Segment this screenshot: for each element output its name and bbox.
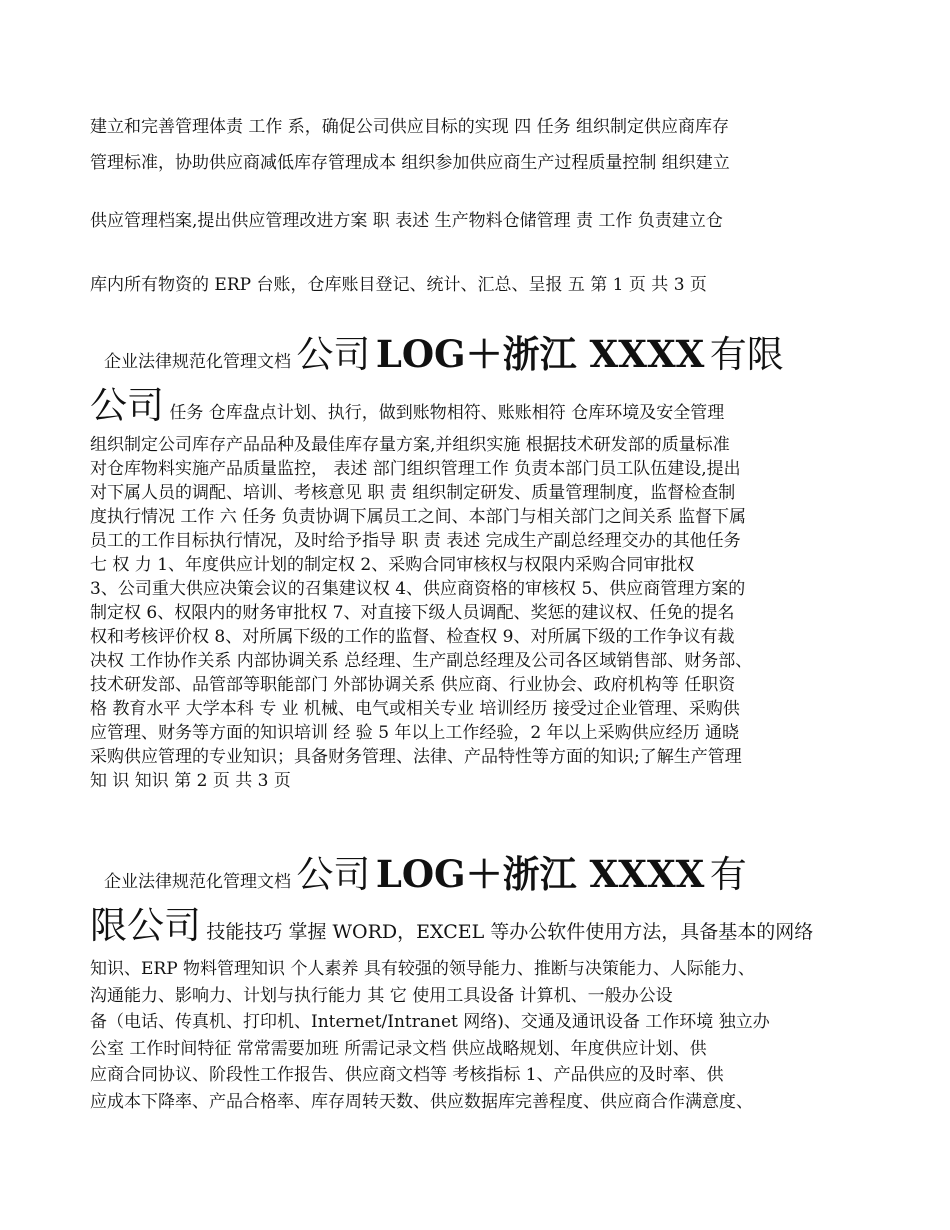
page3-header-log: LOG＋浙江 XXXX	[375, 852, 705, 896]
page3-line-0-text: 技能技巧 掌握 WORD，EXCEL 等办公软件使用方法，具备基本的网络	[206, 921, 814, 943]
page2-line: 员工的工作目标执行情况，及时给予指导 职 责 表述 完成生产副总经理交办的其他任务	[90, 531, 741, 551]
page2-header-log: LOG＋浙江 XXXX	[375, 332, 705, 376]
page2-line: 决权 工作协作关系 内部协调关系 总经理、生产副总经理及公司各区域销售部、财务部、	[90, 651, 753, 671]
page3-line: 备（电话、传真机、打印机、Internet/Intranet 网络)、交通及通讯设备 工作环境 独立办	[90, 1012, 770, 1032]
page2-header-suffix: 有限	[709, 333, 784, 376]
page2-section	[90, 332, 870, 793]
page2-line: 应管理、财务等方面的知识培训 经 验 5 年以上工作经验，2 年以上采购供应经历 通晓	[90, 723, 740, 743]
page2-header	[90, 332, 870, 384]
page2-line: 采购供应管理的专业知识；具备财务管理、法律、产品特性等方面的知识;了解生产管理	[90, 747, 742, 767]
page1-line-3: 供应管理档案,提出供应管理改进方案 职 表述 生产物料仓储管理 责 工作 负责建立仓	[90, 211, 723, 231]
page2-line: 七 权 力 1、年度供应计划的制定权 2、采购合同审核权与权限内采购合同审批权	[90, 555, 695, 575]
page2-line: 对仓库物料实施产品质量监控， 表述 部门组织管理工作 负责本部门员工队伍建设,提出	[90, 459, 741, 479]
page2-header-small: 企业法律规范化管理文档	[104, 352, 291, 372]
page3-line: 公室 工作时间特征 常常需要加班 所需记录文档 供应战略规划、年度供应计划、供	[90, 1038, 707, 1059]
page2-line-0	[90, 384, 870, 433]
page2-line: 3、公司重大供应决策会议的召集建议权 4、供应商资格的审核权 5、供应商管理方案的	[90, 579, 746, 599]
page1-line-2: 管理标准，协助供应商减低库存管理成本 组织参加供应商生产过程质量控制 组织建立	[90, 153, 730, 173]
page3-line: 应成本下降率、产品合格率、库存周转天数、供应数据库完善程度、供应商合作满意度、	[90, 1091, 753, 1112]
page1-line-1: 建立和完善管理体责 工作 系，确促公司供应目标的实现 四 任务 组织制定供应商库存	[90, 117, 730, 137]
page3-header-small: 企业法律规范化管理文档	[104, 872, 291, 892]
page2-line: 技术研发部、品管部等职能部门 外部协调关系 供应商、行业协会、政府机构等 任职资	[90, 675, 736, 695]
page2-line: 格 教育水平 大学本科 专 业 机械、电气或相关专业 培训经历 接受过企业管理、采购供	[90, 699, 740, 719]
page2-line-0-text: 任务 仓库盘点计划、执行，做到账物相符、账账相符 仓库环境及安全管理	[169, 403, 725, 423]
page2-header-company: 公司	[296, 333, 371, 376]
page2-line: 制定权 6、权限内的财务审批权 7、对直接下级人员调配、奖惩的建议权、任免的提名	[90, 603, 735, 623]
page2-line: 对下属人员的调配、培训、考核意见 职 责 组织制定研发、质量管理制度，监督检查制	[90, 483, 736, 503]
page3-line: 知识、ERP 物料管理知识 个人素养 具有较强的领导能力、推断与决策能力、人际能力、	[90, 959, 755, 979]
page3-line-0	[90, 904, 880, 956]
page3-header-company: 公司	[296, 853, 371, 896]
page2-line: 组织制定公司库存产品品种及最佳库存量方案,并组织实施 根据技术研发部的质量标准	[90, 435, 730, 455]
page2-line: 度执行情况 工作 六 任务 负责协调下属员工之间、本部门与相关部门之间关系 监督下属	[90, 507, 747, 527]
page3-section	[90, 852, 880, 1115]
page3-header	[90, 852, 880, 904]
page3-line: 应商合同协议、阶段性工作报告、供应商文档等 考核指标 1、产品供应的及时率、供	[90, 1065, 724, 1085]
page3-line: 沟通能力、影响力、计划与执行能力 其 它 使用工具设备 计算机、一般办公设	[90, 985, 673, 1006]
page3-header-suffix: 有	[709, 853, 747, 896]
page1-line-4: 库内所有物资的 ERP 台账，仓库账目登记、统计、汇总、呈报 五 第 1 页 共 3 页	[90, 275, 707, 295]
page2-line: 知 识 知识 第 2 页 共 3 页	[90, 771, 291, 791]
page3-header-company-end: 限公司	[90, 904, 201, 947]
page2-header-company-end: 公司	[90, 384, 164, 427]
page2-line: 权和考核评价权 8、对所属下级的工作的监督、检查权 9、对所属下级的工作争议有裁	[90, 627, 735, 647]
